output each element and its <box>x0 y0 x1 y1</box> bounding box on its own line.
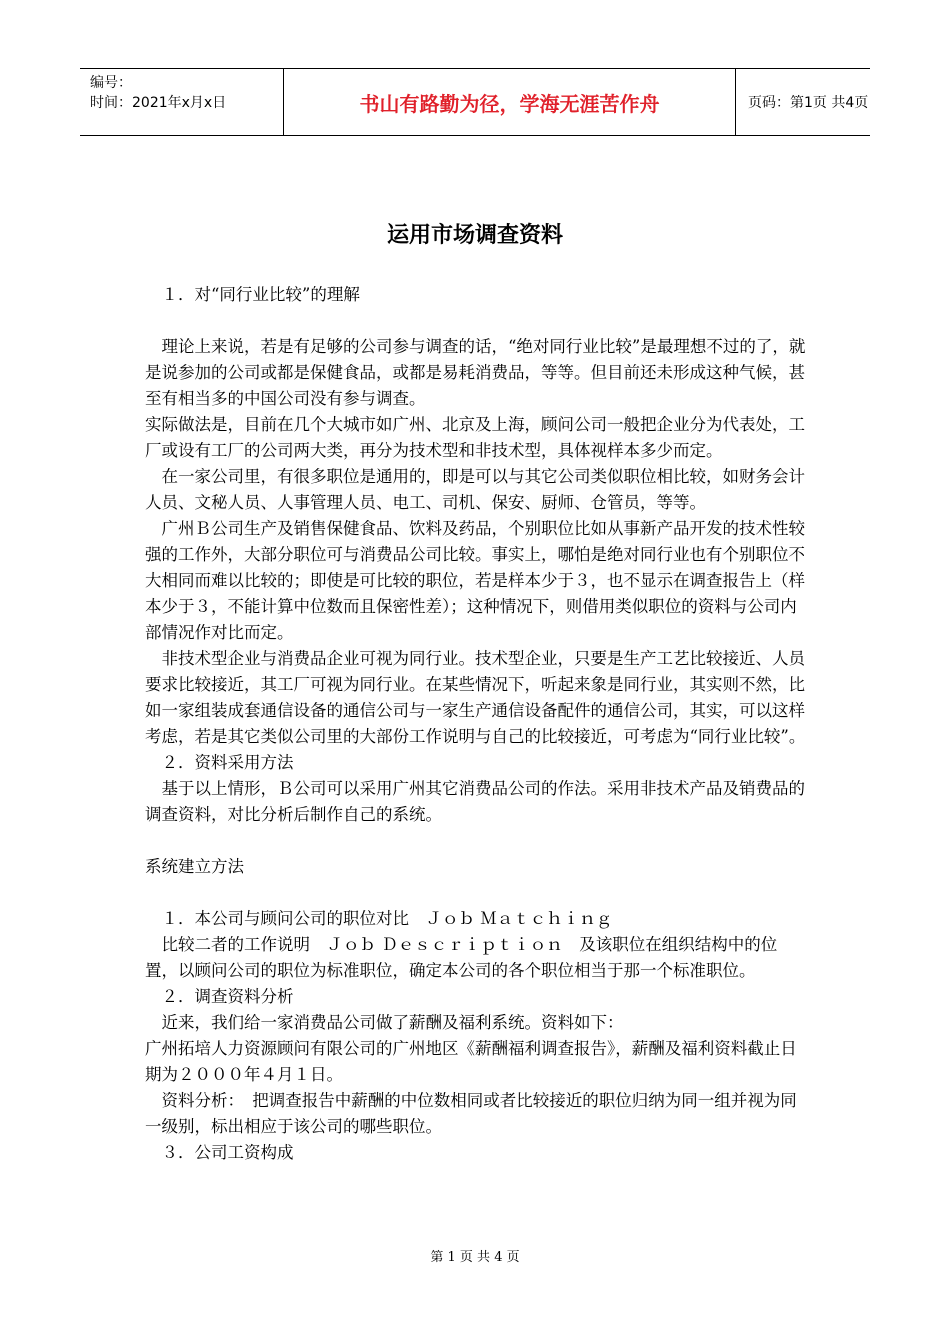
paragraph: １．本公司与顾问公司的职位对比 Ｊｏｂ Ｍａｔｃｈｉｎｇ <box>145 909 613 928</box>
paragraph: 广州Ｂ公司生产及销售保健食品、饮料及药品，个别职位比如从事新产品开发的技术性较强的工作外，大部分职位可与消费品公司比较。事实上，哪怕是绝对同行业也有个别职位不大相同而难以比较的；即使是可比较的职位，若是样本少于３，也不显示在调查报告上（样本少于３，不能计算中位数而且保密性差）；这种情况下，则借用类似职位的资料与公司内部情况作对比而定。 <box>145 519 805 642</box>
code-label: 编号： <box>90 75 132 91</box>
paragraph: ３．公司工资构成 <box>145 1143 294 1162</box>
paragraph: １．对“同行业比较”的理解 <box>145 285 360 304</box>
header-meta <box>80 69 284 135</box>
paragraph: ２．调查资料分析 <box>145 987 294 1006</box>
page-header <box>80 68 870 136</box>
paragraph <box>145 828 810 854</box>
header-motto: 书山有路勤为径，学海无涯苦作舟 <box>284 69 736 135</box>
paragraph: 理论上来说，若是有足够的公司参与调查的话，“绝对同行业比较”是最理想不过的了，就是说参加的公司或都是保健食品，或都是易耗消费品，等等。但目前还未形成这种气候，甚至有相当多的中国公司没有参与调查。 <box>145 337 806 408</box>
paragraph: 资料分析： 把调查报告中薪酬的中位数相同或者比较接近的职位归纳为同一组并视为同一级别，标出相应于该公司的哪些职位。 <box>145 1091 797 1136</box>
paragraph: 非技术型企业与消费品企业可视为同行业。技术型企业，只要是生产工艺比较接近、人员要求比较接近，其工厂可视为同行业。在某些情况下，听起来象是同行业，其实则不然，比如一家组装成套通信设备的通信公司与一家生产通信设备配件的通信公司，其实，可以这样考虑，若是其它类似公司里的大部份工作说明与自己的比较接近，可考虑为“同行业比较”。 <box>145 649 806 746</box>
paragraph: 实际做法是，目前在几个大城市如广州、北京及上海，顾问公司一般把企业分为代表处，工厂或设有工厂的公司两大类，再分为技术型和非技术型，具体视样本多少而定。 <box>145 415 805 460</box>
document-body <box>145 282 810 1166</box>
paragraph: ２．资料采用方法 <box>145 753 294 772</box>
document-title: 运用市场调查资料 <box>386 223 563 248</box>
date-label: 时间：2021年x月x日 <box>90 95 227 111</box>
paragraph: 基于以上情形，Ｂ公司可以采用广州其它消费品公司的作法。采用非技术产品及销费品的调查资料，对比分析后制作自己的系统。 <box>145 779 805 824</box>
paragraph: 比较二者的工作说明 Ｊｏｂ Ｄｅｓｃｒｉｐｔｉｏｎ 及该职位在组织结构中的位置，以顾问公司的职位为标准职位，确定本公司的各个职位相当于那一个标准职位。 <box>145 935 778 980</box>
paragraph <box>145 880 810 906</box>
paragraph: 广州拓培人力资源顾问有限公司的广州地区《薪酬福利调查报告》，薪酬及福利资料截止日期为２０００年４月１日。 <box>145 1039 797 1084</box>
header-page-info: 页码：第1页 共4页 <box>748 95 869 111</box>
paragraph: 近来，我们给一家消费品公司做了薪酬及福利系统。资料如下： <box>145 1013 624 1032</box>
page-footer: 第 1 页 共 4 页 <box>430 1250 520 1265</box>
paragraph: 在一家公司里，有很多职位是通用的，即是可以与其它公司类似职位相比较，如财务会计人员、文秘人员、人事管理人员、电工、司机、保安、厨师、仓管员，等等。 <box>145 467 805 512</box>
paragraph <box>145 308 810 334</box>
paragraph: 系统建立方法 <box>145 857 244 876</box>
